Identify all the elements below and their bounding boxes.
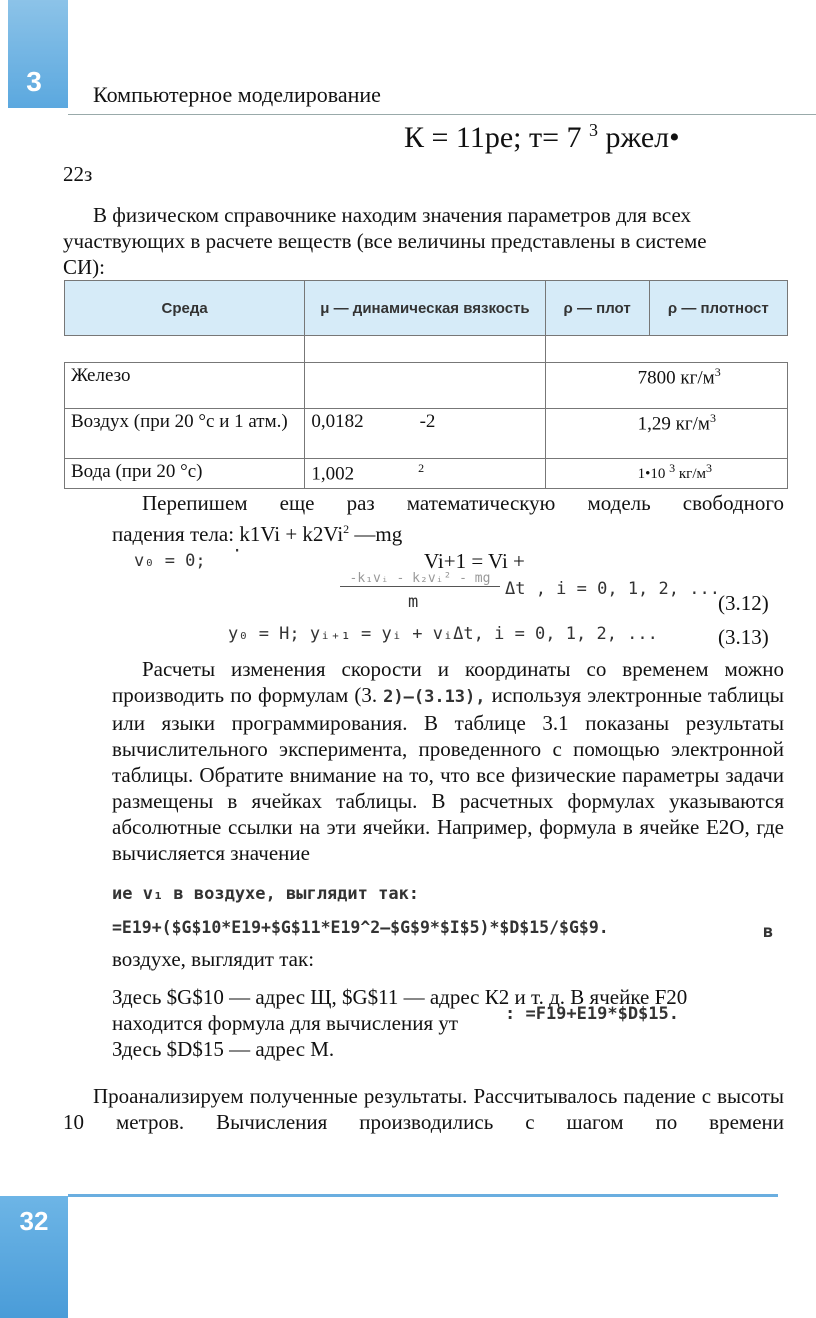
eq-dot: · xyxy=(232,541,243,561)
eq-number-312: (3.12) xyxy=(718,591,769,615)
model-line-1: Перепишем еще раз математическую модель свободного xyxy=(142,491,784,515)
header-divider xyxy=(68,114,816,115)
viscosity-cell: 0,0182 -2 xyxy=(305,409,545,459)
col-density-b: ρ — плотност xyxy=(649,281,787,336)
eq-v0: v₀ = 0; xyxy=(134,551,206,571)
col-density-a: ρ — плот xyxy=(545,281,649,336)
spreadsheet-formula-f20: : =F19+E19*$D$15. xyxy=(505,1004,679,1024)
formula-tail: в xyxy=(763,922,774,942)
eq-y: y₀ = H; yᵢ₊₁ = yᵢ + vᵢΔt, i = 0, 1, 2, ... xyxy=(228,624,658,644)
running-header: Компьютерное моделирование xyxy=(93,82,381,107)
address-line-1: Здесь $G$10 — адрес Щ, $G$11 — адрес К2 и т. д. В ячейке F20 xyxy=(112,985,688,1009)
conclusion-paragraph: Проанализируем полученные результаты. Рассчитывалось падение с высоты 10 метров. Вычисления производились с шагом по времени xyxy=(63,1084,784,1134)
spreadsheet-formula-e20: =E19+($G$10*E19+$G$11*E19^2–$G$9*$I$5)*$D$15/$G$9. xyxy=(112,918,609,937)
top-formula: К = 11ре; т= 7 $^3$ ржел• xyxy=(404,120,680,154)
eq-fraction-numerator: -k₁vᵢ - k₂vᵢ² - mg xyxy=(340,571,500,587)
medium-cell: Воздух (при 20 °с и 1 атм.) xyxy=(65,409,305,459)
fragment-label: 22з xyxy=(63,162,93,186)
calc-after: воздухе, выглядит так: xyxy=(112,947,315,971)
medium-cell: Вода (при 20 °с) xyxy=(65,459,305,489)
parameters-table xyxy=(64,280,788,489)
density-cell: 7800 $кг/м^3$ xyxy=(545,363,787,409)
table-spacer-row xyxy=(65,336,788,363)
table-row xyxy=(65,459,788,489)
address-line-3: Здесь $D$15 — адрес М. xyxy=(112,1037,335,1061)
page-number: 32 xyxy=(19,1206,49,1236)
eq-fraction-denominator: m xyxy=(408,592,419,612)
eq-number-313: (3.13) xyxy=(718,625,769,649)
address-line-2: находится формула для вычисления ут xyxy=(112,1011,459,1035)
overlay-fragment: ие v₁ в воздухе, выглядит так: xyxy=(112,884,420,904)
density-cell: 1•10 $^3$ $кг/м^3$ xyxy=(545,459,787,489)
table-row xyxy=(65,409,788,459)
density-cell: 1,29 $кг/м^3$ xyxy=(545,409,787,459)
intro-paragraph: В физическом справочнике находим значения параметров для всех участвующих в расчете веществ (все величины представлены в системе СИ): xyxy=(63,203,707,279)
col-medium: Среда xyxy=(65,281,305,336)
viscosity-cell: 1,002 $^2$ xyxy=(305,459,545,489)
eq-fraction-tail: Δt , i = 0, 1, 2, ... xyxy=(505,579,720,599)
table-header-row xyxy=(65,281,788,336)
col-viscosity: μ — динамическая вязкость xyxy=(305,281,545,336)
medium-cell: Железо xyxy=(65,363,305,409)
footer-divider xyxy=(68,1194,778,1197)
table-row xyxy=(65,363,788,409)
calc-paragraph: Расчеты изменения скорости и координаты со временем можно производить по формулам (3. 2)–(3.13), используя электронные таблицы или языки программирования. В таблице 3.1 показаны результаты вычислительного эксперимента, проведенного с помощью электронной таблицы. Обратите внимание на то, что все физические параметры задачи размещены в ячейках таблицы. В расчетных формулах указываются абсолютные ссылки на эти ячейки. Например, формула в ячейке Е2О, где вычисляется значение xyxy=(112,657,784,865)
chapter-number: 3 xyxy=(26,66,42,97)
model-line-2: падения тела: $k1Vi + k2Vi^2$ —mg xyxy=(112,522,403,546)
eq-vi-next: Vi+1 = Vi + xyxy=(424,549,525,573)
viscosity-cell xyxy=(305,363,545,409)
